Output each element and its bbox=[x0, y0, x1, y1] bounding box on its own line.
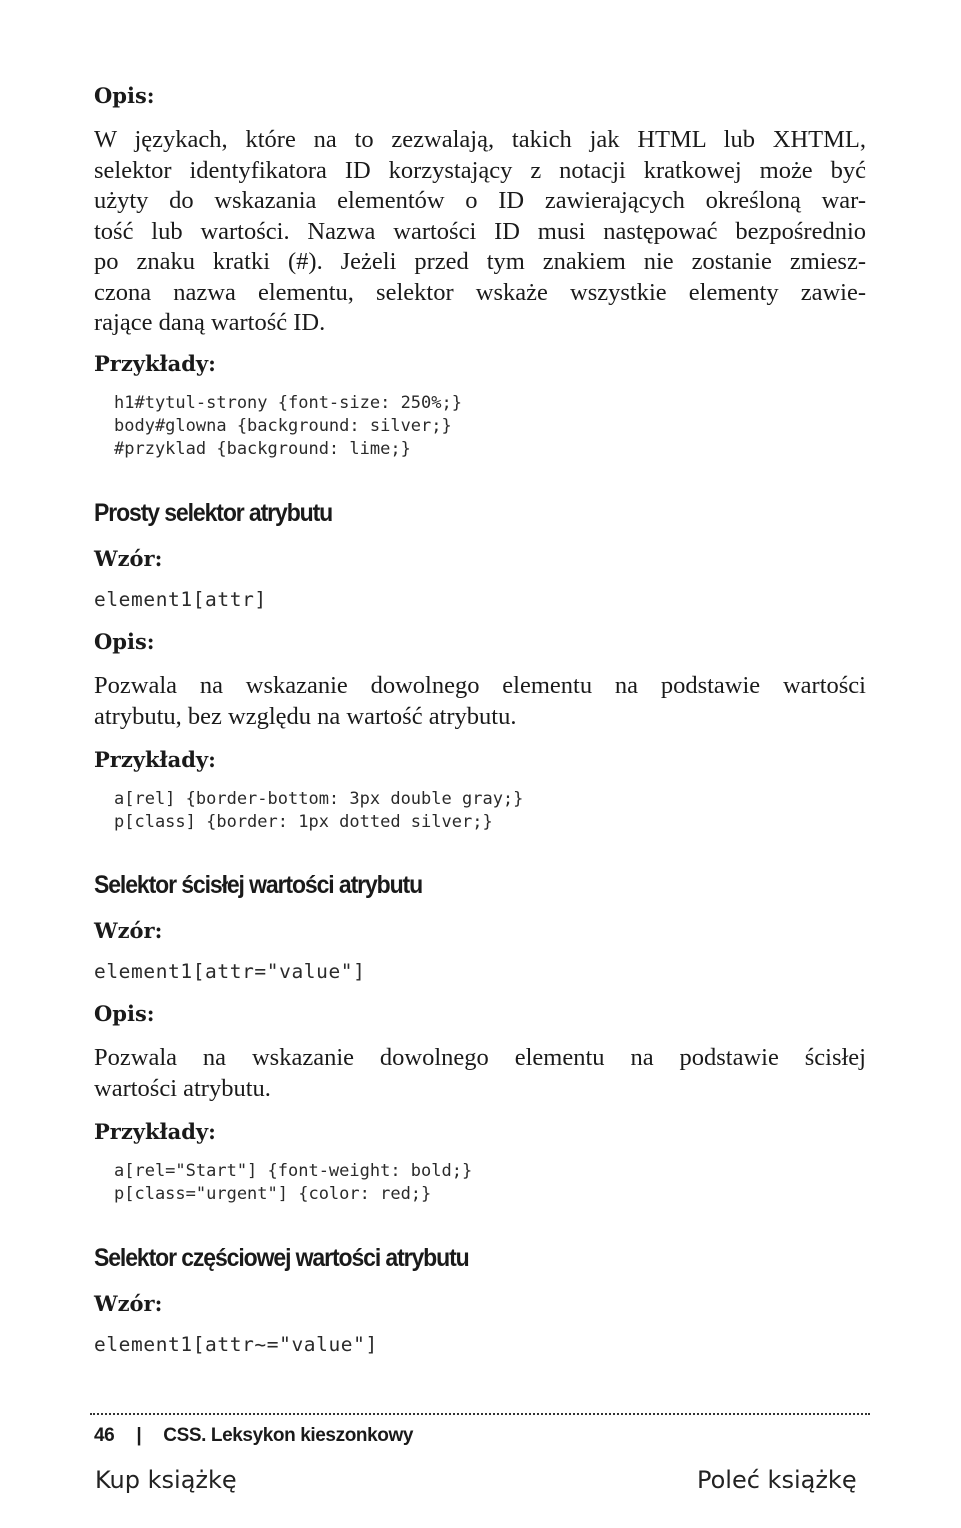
paragraph-line: Pozwala na wskazanie dowolnego elementu na podstawie wartości bbox=[94, 672, 866, 699]
wzor-label: Wzór: bbox=[94, 1291, 163, 1316]
paragraph-line: czona nazwa elementu, selektor wskaże wszystkie elementy zawie- bbox=[94, 278, 866, 306]
paragraph-line: Pozwala na wskazanie dowolnego elementu na podstawie ścisłej bbox=[94, 1044, 866, 1071]
code-line: h1#tytul-strony {font-size: 250%;} bbox=[114, 393, 462, 413]
recommend-book-link[interactable]: Poleć książkę bbox=[697, 1466, 857, 1494]
code-line: body#glowna {background: silver;} bbox=[114, 416, 452, 436]
book-title: CSS. Leksykon kieszonkowy bbox=[163, 1425, 414, 1446]
section-heading: Selektor częściowej wartości atrybutu bbox=[94, 1244, 469, 1272]
code-line: a[rel="Start"] {font-weight: bold;} bbox=[114, 1161, 473, 1181]
paragraph-line: wartości atrybutu. bbox=[94, 1074, 271, 1102]
opis-label: Opis: bbox=[94, 1001, 155, 1026]
paragraph-line: selektor identyfikatora ID korzystający z notacji kratkowej może być bbox=[94, 156, 866, 184]
code-line: #przyklad {background: lime;} bbox=[114, 439, 411, 459]
code-line: p[class] {border: 1px dotted silver;} bbox=[114, 812, 493, 832]
pattern-code: element1[attr] bbox=[94, 588, 267, 611]
examples-label: Przykłady: bbox=[94, 747, 216, 772]
footer-divider bbox=[90, 1413, 870, 1415]
code-line: p[class="urgent"] {color: red;} bbox=[114, 1184, 432, 1204]
pattern-code: element1[attr~="value"] bbox=[94, 1333, 378, 1356]
opis-label: Opis: bbox=[94, 629, 155, 654]
opis-paragraph bbox=[94, 1043, 866, 1104]
section-heading: Prosty selektor atrybutu bbox=[94, 499, 333, 527]
opis-paragraph bbox=[94, 671, 866, 732]
buy-book-link[interactable]: Kup książkę bbox=[95, 1466, 237, 1494]
code-line: a[rel] {border-bottom: 3px double gray;} bbox=[114, 789, 524, 809]
code-examples bbox=[94, 1160, 472, 1206]
page-footer bbox=[94, 1424, 413, 1448]
examples-label: Przykłady: bbox=[94, 351, 216, 376]
paragraph-line: atrybutu, bez względu na wartość atrybutu. bbox=[94, 702, 517, 730]
wzor-label: Wzór: bbox=[94, 546, 163, 571]
code-examples bbox=[94, 392, 462, 461]
pattern-code: element1[attr="value"] bbox=[94, 960, 366, 983]
paragraph-line: rające daną wartość ID. bbox=[94, 309, 326, 336]
footer-separator: | bbox=[136, 1425, 142, 1446]
opis-paragraph bbox=[94, 125, 866, 339]
examples-label: Przykłady: bbox=[94, 1119, 216, 1144]
paragraph-line: użyty do wskazania elementów o ID zawierających określoną war- bbox=[94, 187, 866, 214]
section-heading: Selektor ścisłej wartości atrybutu bbox=[94, 871, 423, 899]
opis-label: Opis: bbox=[94, 83, 155, 108]
page-number: 46 bbox=[94, 1425, 115, 1446]
paragraph-line: po znaku kratki (#). Jeżeli przed tym znakiem nie zostanie zmiesz- bbox=[94, 248, 866, 275]
wzor-label: Wzór: bbox=[94, 918, 163, 943]
paragraph-line: W językach, które na to zezwalają, takich jak HTML lub XHTML, bbox=[94, 126, 866, 153]
paragraph-line: tość lub wartości. Nazwa wartości ID musi następować bezpośrednio bbox=[94, 217, 866, 245]
code-examples bbox=[94, 788, 523, 834]
